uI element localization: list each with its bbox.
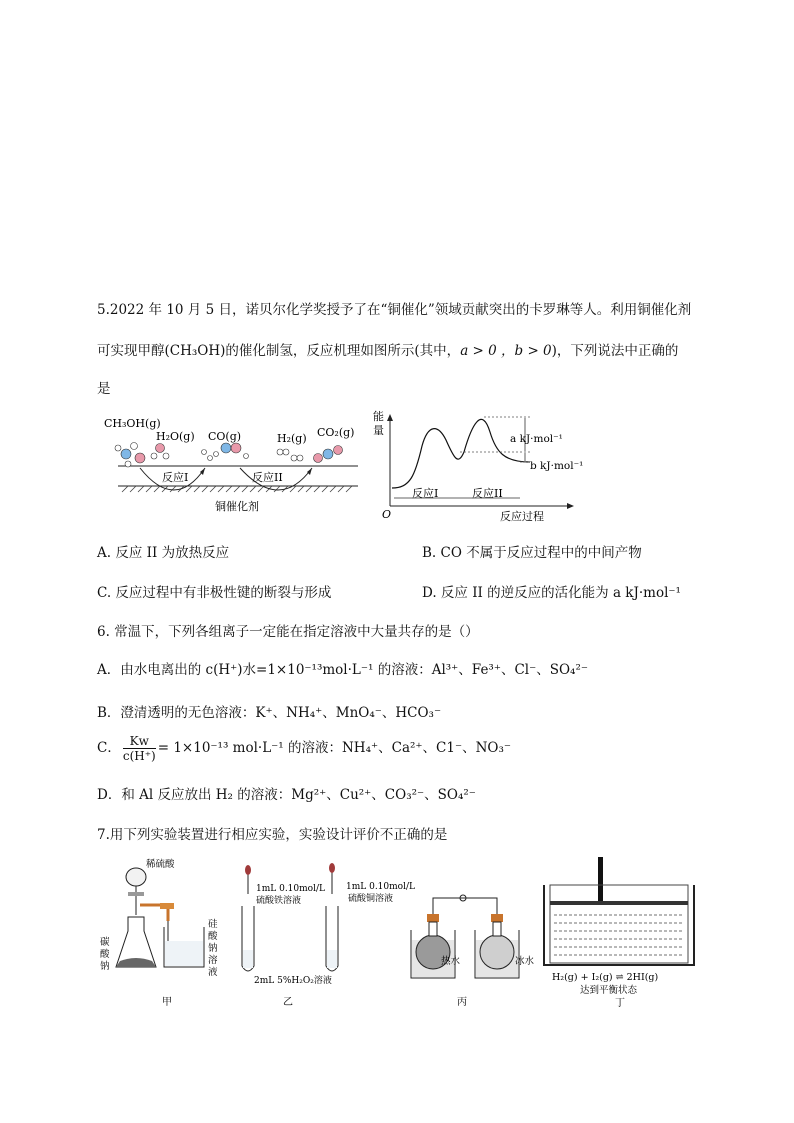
label-catalyst: 铜催化剂: [215, 500, 259, 513]
piston-rod: [598, 857, 603, 901]
q5-option-a: A. 反应 II 为放热反应: [97, 545, 230, 561]
molecule-h2o: [151, 444, 169, 460]
q6-c-fraction: [123, 734, 156, 763]
label-r1-left: 反应I: [162, 471, 189, 484]
label-sol-2: 酸: [208, 931, 218, 942]
q5-option-c: C. 反应过程中有非极性键的断裂与形成: [97, 585, 332, 601]
x-axis-arrow: [567, 503, 574, 509]
dropper-bulb-right: [329, 863, 335, 873]
caption-jia: 甲: [162, 997, 172, 1008]
r1-label: 反应I: [412, 487, 439, 500]
molecule-co: [202, 443, 249, 461]
mechanism-diagram: [100, 412, 370, 520]
label-ch3oh: CH₃OH(g): [104, 417, 161, 430]
q5-option-d: D. 反应 II 的逆反应的活化能为 a kJ·mol⁻¹: [422, 585, 681, 601]
label-acid: 稀硫酸: [146, 859, 175, 870]
solution-right: [327, 950, 337, 968]
y-label-1: 能: [373, 410, 384, 423]
label-state: 达到平衡状态: [580, 985, 638, 996]
q5-formula: CH₃OH: [169, 343, 221, 359]
caption-yi: 乙: [283, 997, 293, 1008]
stopcock: [128, 892, 144, 896]
q6-c-rest: = 1×10⁻¹³ mol·L⁻¹ 的溶液：NH₄⁺、Ca²⁺、C1⁻、NO₃⁻: [157, 740, 511, 756]
label-right-1: 1mL 0.10mol/L: [346, 882, 415, 892]
label-hot: 热水: [441, 956, 461, 967]
rubber-joint: [160, 903, 174, 909]
silicate-solution: [165, 941, 203, 966]
molecule-h2: [277, 449, 303, 461]
label-r2-left: 反应II: [252, 471, 283, 484]
molecule-co2: [314, 446, 343, 463]
solution-left: [243, 950, 253, 968]
q5-line2-a: 可实现甲醇(: [97, 343, 170, 359]
label-cold: 冰水: [515, 956, 535, 967]
q5-line2: [97, 339, 678, 359]
caption-bing: 丙: [457, 997, 467, 1008]
x-label: 反应过程: [500, 510, 544, 523]
dropper-bulb-left: [245, 865, 251, 875]
q5-option-b: B. CO 不属于反应过程中的中间产物: [422, 545, 642, 561]
apparatus-jia: [98, 855, 238, 1010]
b-label: b kJ·mol⁻¹: [530, 460, 584, 472]
q6-option-d: D．和 Al 反应放出 H₂ 的溶液：Mg²⁺、Cu²⁺、CO₃²⁻、SO₄²⁻: [97, 787, 476, 803]
label-co: CO(g): [208, 430, 242, 443]
label-equation: H₂(g) + I₂(g) ⇌ 2HI(g): [552, 972, 659, 983]
q6-c-prefix: C．: [97, 740, 121, 756]
label-sol-4: 溶: [208, 955, 218, 966]
q5-line2-d: )，下列说法中正确的: [551, 343, 679, 359]
label-sol-3: 钠: [208, 943, 218, 954]
q6-option-a: A．由水电离出的 c(H⁺)水=1×10⁻¹³mol·L⁻¹ 的溶液：Al³⁺、Fe³⁺、Cl⁻、SO₄²⁻: [97, 662, 589, 678]
neck-cold: [493, 922, 501, 936]
catalyst-hatch: [122, 486, 352, 492]
gas-lines: [554, 915, 684, 955]
vessel-inner: [550, 885, 688, 963]
q6-c-denominator: c(H⁺): [122, 749, 156, 763]
origin-label: O: [382, 508, 392, 521]
energy-curve: [392, 419, 530, 488]
q7-stem: 7.用下列实验装置进行相应实验，实验设计评价不正确的是: [97, 827, 448, 843]
neck-hot: [429, 922, 437, 936]
q6-c-numerator: Kw: [123, 734, 156, 749]
label-h2: H₂(g): [277, 432, 307, 445]
vessel: [544, 885, 694, 965]
r2-label: 反应II: [472, 487, 503, 500]
q6-option-b: B．澄清透明的无色溶液：K⁺、NH₄⁺、MnO₄⁻、HCO₃⁻: [97, 705, 442, 721]
a-label: a kJ·mol⁻¹: [510, 433, 563, 445]
flask-cold: [480, 935, 514, 969]
y-axis-arrow: [387, 414, 393, 421]
label-salt-1: 碳: [100, 937, 110, 948]
label-co2: CO₂(g): [317, 426, 355, 439]
stopper-right: [491, 914, 503, 922]
piston: [550, 901, 688, 905]
label-bottom: 2mL 5%H₂O₂溶液: [254, 976, 332, 986]
q5-line2-b: )的催化制氢，反应机理如图所示(其中，: [220, 343, 461, 359]
label-left-2: 硫酸铁溶液: [256, 896, 302, 906]
molecule-ch3oh: [115, 443, 145, 468]
label-left-1: 1mL 0.10mol/L: [256, 884, 325, 894]
label-salt-2: 酸: [100, 949, 110, 960]
separatory-funnel: [126, 868, 146, 886]
stopper-left: [427, 914, 439, 922]
apparatus-yi: [234, 860, 415, 1010]
apparatus-ding: [540, 855, 700, 1010]
label-sol-5: 液: [208, 967, 218, 978]
caption-ding: 丁: [615, 998, 625, 1009]
energy-diagram: [370, 406, 600, 526]
q5-line1: 5.2022 年 10 月 5 日，诺贝尔化学奖授予了在“铜催化”领域贡献突出的卡罗琳等人。利用铜催化剂: [97, 302, 692, 318]
label-h2o: H₂O(g): [156, 430, 195, 443]
label-salt-3: 钠: [100, 961, 110, 972]
label-right-2: 硫酸铜溶液: [348, 894, 394, 904]
sodium-carbonate-solid: [116, 958, 156, 967]
q6-option-c: [97, 734, 511, 763]
q5-condition: a > 0 ，b > 0: [460, 343, 552, 359]
q6-stem: 6. 常温下，下列各组离子一定能在指定溶液中大量共存的是（）: [97, 624, 479, 640]
connecting-tube: [433, 898, 497, 920]
apparatus-bing: [405, 880, 535, 1010]
y-label-2: 量: [373, 424, 384, 437]
label-sol-1: 硅: [208, 919, 218, 930]
q5-line3: 是: [97, 381, 111, 397]
